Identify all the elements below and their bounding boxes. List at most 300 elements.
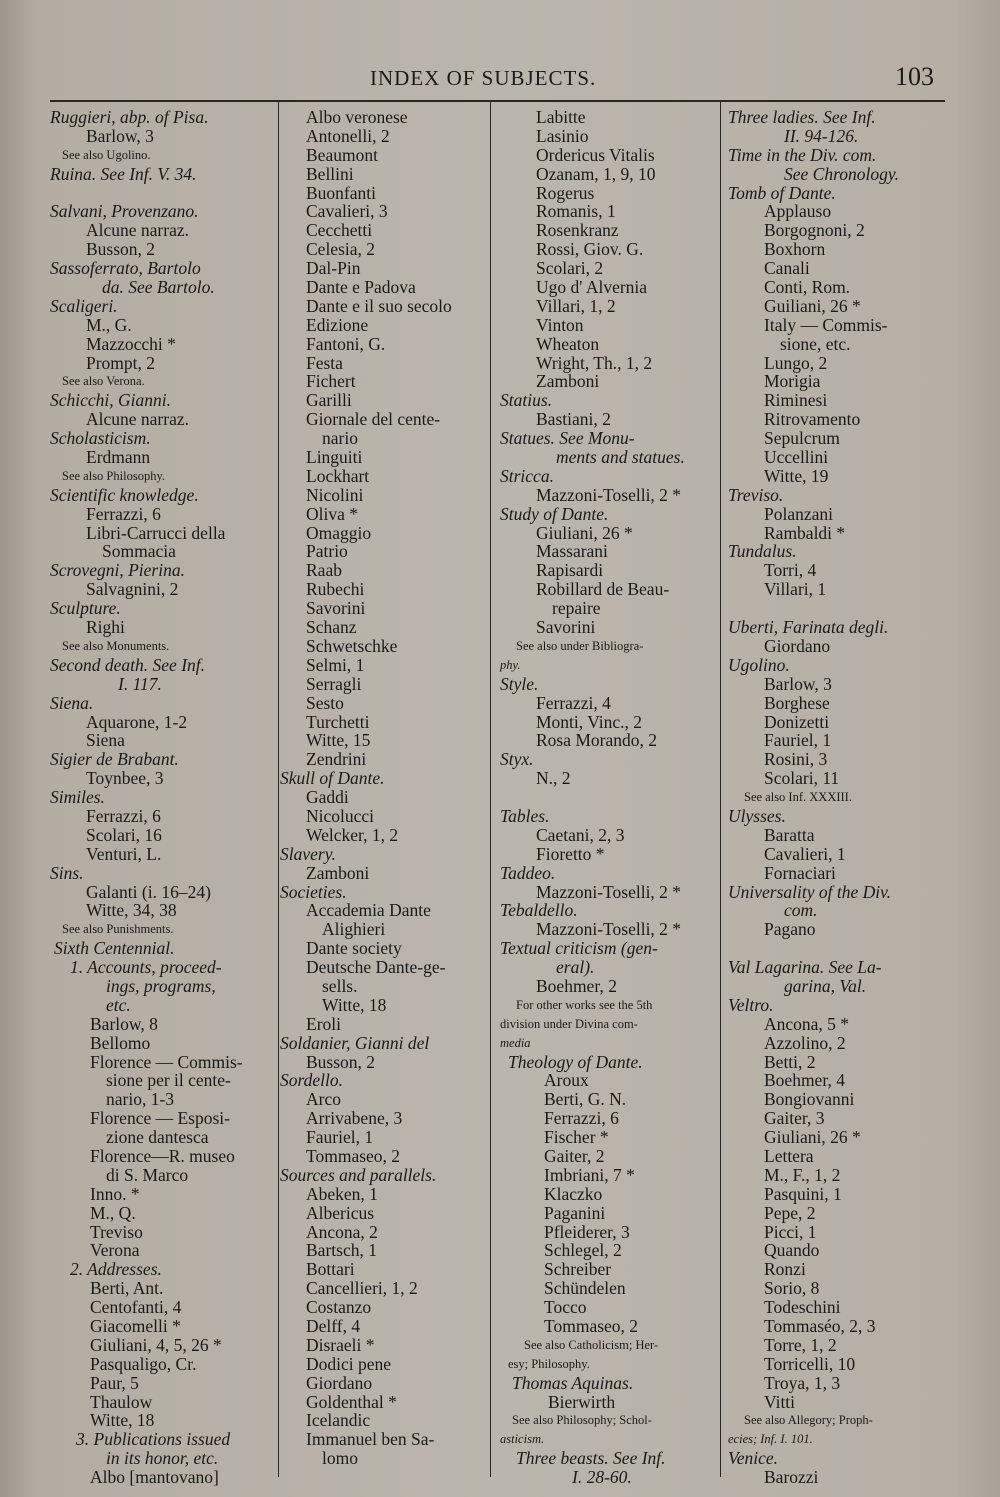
index-entry: Sigier de Brabant. [50, 749, 179, 770]
index-entry: Treviso. [728, 484, 784, 505]
index-entry: Festa [306, 352, 343, 373]
index-entry: Accademia Dante [306, 900, 431, 921]
index-entry: nario [322, 428, 358, 449]
index-entry: Vinton [536, 314, 584, 335]
index-entry: Siena [86, 730, 125, 751]
index-entry: Delff, 4 [306, 1316, 361, 1336]
index-entry: Cecchetti [306, 220, 373, 241]
index-entry: Rambaldi * [764, 522, 846, 543]
index-entry: Cavalieri, 3 [306, 201, 388, 222]
index-entry: Scholasticism. [50, 428, 151, 449]
index-entry: Tebaldello. [500, 900, 578, 921]
index-entry: Ritrovamento [764, 409, 861, 430]
index-entry: I. 28-60. [572, 1467, 632, 1488]
index-entry: Similes. [50, 787, 105, 808]
index-entry: Pagano [764, 919, 816, 940]
index-entry: Witte, 18 [322, 994, 387, 1015]
index-entry: Mazzocchi * [86, 333, 176, 354]
index-entry: Quando [764, 1240, 820, 1261]
index-entry: Giordano [764, 635, 831, 656]
index-entry: Witte, 34, 38 [86, 900, 177, 921]
index-entry: N., 2 [536, 768, 571, 789]
index-entry: Sordello. [280, 1070, 344, 1091]
index-entry: Study of Dante. [500, 503, 609, 524]
index-entry: Wheaton [536, 333, 600, 354]
index-entry: Boehmer, 2 [536, 975, 617, 996]
index-entry: nario, 1-3 [106, 1089, 175, 1110]
index-entry: Florence — Esposi- [90, 1108, 230, 1129]
index-entry: garina, Val. [784, 975, 867, 996]
index-entry: Florence — Commis- [90, 1051, 243, 1072]
index-entry: Nicolini [306, 484, 364, 505]
index-entry: Venturi, L. [86, 843, 162, 864]
index-entry: Bellomo [90, 1032, 151, 1053]
index-entry: Bottari [306, 1259, 355, 1280]
index-entry: I. 117. [118, 673, 162, 694]
index-entry: Second death. See Inf. [50, 654, 206, 675]
index-entry: Cancellieri, 1, 2 [306, 1278, 418, 1299]
index-entry: Azzolino, 2 [764, 1032, 846, 1053]
index-entry: Schreiber [544, 1259, 612, 1280]
index-entry: Societies. [280, 881, 347, 902]
index-entry: Witte, 15 [306, 730, 371, 751]
index-entry: Barlow, 3 [86, 125, 154, 146]
index-entry: Omaggio [306, 522, 372, 543]
index-entry: Thaulow [90, 1391, 153, 1412]
index-entry: Sorio, 8 [764, 1278, 820, 1299]
index-entry: Ruina. See Inf. V. 34. [50, 163, 197, 184]
index-entry: 3. Publications issued [76, 1429, 231, 1450]
index-entry: Scientific knowledge. [50, 484, 199, 505]
index-entry: Conti, Rom. [764, 277, 851, 298]
index-entry: Dante society [306, 938, 402, 959]
index-entry: Cavalieri, 1 [764, 843, 846, 864]
index-entry: Abeken, 1 [306, 1183, 378, 1204]
index-entry: Disraeli * [306, 1334, 375, 1355]
index-entry: Fantoni, G. [306, 333, 386, 354]
index-entry: Giordano [306, 1372, 373, 1393]
index-entry: Zendrini [306, 749, 367, 770]
index-entry: Slavery. [280, 843, 336, 864]
index-entry: Aquarone, 1-2 [86, 711, 188, 732]
index-entry: Rapisardi [536, 560, 604, 581]
index-entry: Uberti, Farinata degli. [728, 617, 889, 638]
index-entry: Baratta [764, 824, 815, 845]
index-entry: Dante e Padova [306, 277, 416, 298]
index-entry: Goldenthal * [306, 1391, 397, 1412]
index-entry: Giuliani, 4, 5, 26 * [90, 1334, 222, 1355]
index-entry: Scolari, 16 [86, 824, 162, 845]
index-entry: Erdmann [86, 447, 151, 468]
index-entry: See Chronology. [784, 163, 900, 184]
index-entry: Styx. [500, 749, 534, 770]
index-entry: Barlow, 3 [764, 673, 832, 694]
index-entry: Bongiovanni [764, 1089, 855, 1110]
index-entry: ecies; Inf. I. 101. [728, 1432, 813, 1447]
index-entry: sione, etc. [780, 333, 851, 354]
index-entry: Romanis, 1 [536, 201, 616, 222]
index-entry: Tommaséo, 2, 3 [764, 1316, 876, 1336]
index-entry: Bartsch, 1 [306, 1240, 377, 1261]
index-entry: M., G. [86, 314, 132, 335]
index-entry: See also Philosophy. [62, 468, 166, 483]
index-entry: Style. [500, 673, 539, 694]
index-entry: Berti, Ant. [90, 1278, 164, 1299]
index-entry: Thomas Aquinas. [512, 1372, 634, 1393]
index-entry: Pepe, 2 [764, 1202, 816, 1223]
index-entry: Rogerus [536, 182, 595, 203]
index-entry: Labitte [536, 107, 586, 127]
index-entry: Pasqualigo, Cr. [90, 1353, 197, 1374]
index-entry: Fornaciari [764, 862, 836, 883]
index-entry: esy; Philosophy. [508, 1356, 590, 1371]
index-entry: Imbriani, 7 * [544, 1164, 635, 1185]
index-entry: Paganini [544, 1202, 606, 1223]
index-entry: Boehmer, 4 [764, 1070, 845, 1091]
index-entry: Mazzoni-Toselli, 2 * [536, 919, 682, 940]
index-entry: Sesto [306, 692, 344, 713]
index-entry: See also Monuments. [62, 638, 170, 653]
index-entry: Fauriel, 1 [764, 730, 832, 751]
index-entry: Universality of the Div. [728, 881, 891, 902]
index-entry: Lasinio [536, 125, 589, 146]
index-entry: Mazzoni-Toselli, 2 * [536, 881, 682, 902]
index-entry: Statues. See Monu- [500, 428, 635, 449]
index-entry: Rosenkranz [536, 220, 619, 241]
blank-line [50, 184, 265, 203]
index-entry: Borghese [764, 692, 830, 713]
index-entry: Mazzoni-Toselli, 2 * [536, 484, 682, 505]
index-entry: Donizetti [764, 711, 830, 732]
index-entry: Villari, 1 [764, 579, 827, 600]
index-entry: Sassoferrato, Bartolo [50, 258, 201, 279]
index-entry: Lockhart [306, 465, 370, 486]
index-entry: ings, programs, [106, 975, 216, 996]
index-entry: See also Verona. [62, 374, 145, 389]
index-entry: Bierwirth [548, 1391, 616, 1412]
index-entry: Galanti (i. 16–24) [86, 881, 211, 902]
index-entry: Alighieri [322, 919, 386, 940]
index-entry: Serragli [306, 673, 362, 694]
index-entry: Ronzi [764, 1259, 806, 1280]
index-entry: Val Lagarina. See La- [728, 957, 882, 978]
index-entry: Berti, G. N. [544, 1089, 627, 1110]
index-entry: Gaiter, 3 [764, 1108, 825, 1129]
index-entry: Giacomelli * [90, 1316, 181, 1336]
index-entry: See also Allegory; Proph- [744, 1413, 873, 1428]
index-entry: Riminesi [764, 390, 828, 411]
index-entry: Garilli [306, 390, 352, 411]
index-entry: Salvani, Provenzano. [50, 201, 199, 222]
index-entry: da. See Bartolo. [102, 277, 215, 298]
blank-line [728, 939, 943, 958]
index-entry: Todeschini [764, 1297, 841, 1318]
index-entry: Ferrazzi, 6 [86, 503, 161, 524]
page-header [0, 62, 1000, 98]
index-entry: Rubechi [306, 579, 365, 600]
index-entry: media [500, 1035, 531, 1050]
index-entry: Albericus [306, 1202, 375, 1223]
index-entry: Zamboni [306, 862, 370, 883]
index-entry: Schlegel, 2 [544, 1240, 622, 1261]
index-entry: Tundalus. [728, 541, 797, 562]
index-entry: Verona [90, 1240, 140, 1261]
index-entry: Morigia [764, 371, 821, 392]
index-entry: Centofanti, 4 [90, 1297, 182, 1318]
index-entry: Arrivabene, 3 [306, 1108, 403, 1129]
index-entry: Alcune narraz. [86, 220, 189, 241]
column-divider [278, 102, 279, 1477]
index-entry: Treviso [90, 1221, 143, 1242]
index-entry: 1. Accounts, proceed- [70, 957, 222, 978]
index-entry: Alcune narraz. [86, 409, 189, 430]
index-entry: Patrio [306, 541, 348, 562]
index-entry: Ugo d' Alvernia [536, 277, 648, 298]
index-entry: Schanz [306, 617, 357, 638]
index-entry: Libri-Carrucci della [86, 522, 226, 543]
index-entry: Salvagnini, 2 [86, 579, 179, 600]
index-entry: Rosa Morando, 2 [536, 730, 658, 751]
index-entry: Ancona, 2 [306, 1221, 378, 1242]
index-entry: Tommaseo, 2 [306, 1145, 401, 1166]
index-entry: Sepulcrum [764, 428, 840, 449]
index-entry: Monti, Vinc., 2 [536, 711, 643, 732]
index-entry: Ferrazzi, 4 [536, 692, 611, 713]
index-entry: Fauriel, 1 [306, 1127, 374, 1148]
index-entry: Ferrazzi, 6 [544, 1108, 619, 1129]
index-entry: Giornale del cente- [306, 409, 441, 430]
index-entry: Fioretto * [536, 843, 605, 864]
index-entry: Icelandic [306, 1410, 371, 1431]
index-entry: Borgognoni, 2 [764, 220, 865, 241]
index-entry: Siena. [50, 692, 94, 713]
index-column-4 [728, 108, 943, 1487]
index-entry: Sources and parallels. [280, 1164, 437, 1185]
index-entry: Sommacia [102, 541, 176, 562]
index-entry: Klaczko [544, 1183, 603, 1204]
index-entry: Scolari, 2 [536, 258, 604, 279]
page-title: INDEX OF SUBJECTS. [370, 66, 597, 90]
index-entry: For other works see the 5th [516, 997, 653, 1012]
index-entry: 2. Addresses. [70, 1259, 162, 1280]
index-entry: Welcker, 1, 2 [306, 824, 399, 845]
index-entry: Savorini [536, 617, 596, 638]
index-entry: Paur, 5 [90, 1372, 139, 1393]
index-entry: Fischer * [544, 1127, 609, 1148]
index-entry: Stricca. [500, 465, 554, 486]
index-entry: Pasquini, 1 [764, 1183, 842, 1204]
index-entry: See also under Bibliogra- [516, 638, 644, 653]
index-entry: Sixth Centennial. [54, 938, 175, 959]
header-rule [50, 100, 945, 102]
index-entry: Gaddi [306, 787, 349, 808]
index-entry: Beaumont [306, 144, 378, 165]
index-entry: Tables. [500, 805, 550, 826]
index-entry: lomo [322, 1448, 358, 1469]
index-entry: Busson, 2 [86, 239, 156, 260]
index-column-1 [50, 108, 265, 1487]
index-entry: Edizione [306, 314, 369, 335]
index-entry: Buonfanti [306, 182, 376, 203]
index-entry: Torri, 4 [764, 560, 817, 581]
index-entry: Textual criticism (gen- [500, 938, 658, 959]
index-entry: phy. [500, 657, 521, 672]
index-entry: Gaiter, 2 [544, 1145, 605, 1166]
index-entry: Giuliani, 26 * [764, 1127, 861, 1148]
index-entry: Schündelen [544, 1278, 626, 1299]
index-entry: Dodici pene [306, 1353, 392, 1374]
index-entry: Robillard de Beau- [536, 579, 670, 600]
index-entry: Albo veronese [306, 107, 408, 127]
index-entry: Applauso [764, 201, 832, 222]
index-entry: Scolari, 11 [764, 768, 840, 789]
index-entry: Theology of Dante. [508, 1051, 643, 1072]
index-entry: eral). [556, 957, 595, 978]
index-entry: Picci, 1 [764, 1221, 817, 1242]
index-entry: Scrovegni, Pierina. [50, 560, 185, 581]
index-entry: asticism. [500, 1432, 545, 1447]
index-entry: Barlow, 8 [90, 1013, 158, 1034]
index-entry: Torre, 1, 2 [764, 1334, 837, 1355]
index-entry: etc. [106, 994, 131, 1015]
blank-line [500, 788, 715, 807]
index-entry: Costanzo [306, 1297, 372, 1318]
index-entry: Lettera [764, 1145, 814, 1166]
index-entry: Antonelli, 2 [306, 125, 390, 146]
index-entry: ments and statues. [556, 447, 685, 468]
index-entry: Eroli [306, 1013, 341, 1034]
blank-line [728, 599, 943, 618]
index-entry: M., F., 1, 2 [764, 1164, 841, 1185]
page-number: 103 [895, 62, 934, 91]
index-entry: Inno. * [90, 1183, 140, 1204]
index-entry: Troya, 1, 3 [764, 1372, 841, 1393]
index-entry: See also Philosophy; Schol- [512, 1413, 652, 1428]
index-entry: Zamboni [536, 371, 600, 392]
index-entry: Schicchi, Gianni. [50, 390, 172, 411]
index-entry: Sins. [50, 862, 84, 883]
index-entry: Selmi, 1 [306, 654, 365, 675]
index-entry: Massarani [536, 541, 608, 562]
column-divider [720, 102, 721, 1477]
index-entry: Savorini [306, 598, 366, 619]
index-entry: Ugolino. [728, 654, 790, 675]
index-entry: Turchetti [306, 711, 370, 732]
index-entry: Tommaseo, 2 [544, 1316, 639, 1336]
index-entry: See also Punishments. [62, 922, 174, 937]
index-entry: Ordericus Vitalis [536, 144, 655, 165]
index-entry: Dal-Pin [306, 258, 361, 279]
index-entry: Immanuel ben Sa- [306, 1429, 435, 1450]
index-entry: Bastiani, 2 [536, 409, 611, 430]
index-entry: Ulysses. [728, 805, 786, 826]
index-entry: Ferrazzi, 6 [86, 805, 161, 826]
index-entry: Sculpture. [50, 598, 121, 619]
index-entry: Betti, 2 [764, 1051, 816, 1072]
index-entry: Pfleiderer, 3 [544, 1221, 630, 1242]
index-entry: Venice. [728, 1448, 779, 1469]
index-entry: Aroux [544, 1070, 589, 1091]
index-entry: Villari, 1, 2 [536, 295, 616, 316]
index-entry: Scaligeri. [50, 295, 118, 316]
index-entry: Dante e il suo secolo [306, 295, 452, 316]
index-entry: Torricelli, 10 [764, 1353, 856, 1374]
index-entry: Ancona, 5 * [764, 1013, 850, 1034]
index-column-3 [500, 108, 715, 1487]
index-entry: Uccellini [764, 447, 829, 468]
index-entry: Italy — Commis- [764, 314, 888, 335]
index-entry: Deutsche Dante-ge- [306, 957, 446, 978]
index-entry: Raab [306, 560, 342, 581]
index-entry: Schwetschke [306, 635, 398, 656]
index-entry: Guiliani, 26 * [764, 295, 861, 316]
index-entry: Celesia, 2 [306, 239, 376, 260]
index-entry: Canali [764, 258, 810, 279]
index-entry: Skull of Dante. [280, 768, 385, 789]
index-entry: See also Catholicism; Her- [524, 1337, 659, 1352]
index-entry: Boxhorn [764, 239, 826, 260]
index-entry: Toynbee, 3 [86, 768, 164, 789]
index-entry: Giuliani, 26 * [536, 522, 633, 543]
column-divider [490, 102, 491, 1477]
index-entry: Taddeo. [500, 862, 556, 883]
index-entry: See also Inf. XXXIII. [744, 790, 852, 805]
index-entry: Linguiti [306, 447, 363, 468]
index-entry: division under Divina com- [500, 1016, 638, 1031]
index-entry: Bellini [306, 163, 354, 184]
index-entry: Wright, Th., 1, 2 [536, 352, 653, 373]
index-entry: Lungo, 2 [764, 352, 828, 373]
index-entry: Statius. [500, 390, 553, 411]
index-entry: Polanzani [764, 503, 834, 524]
index-entry: Ruggieri, abp. of Pisa. [50, 107, 209, 127]
index-entry: See also Ugolino. [62, 147, 151, 162]
index-entry: Rossi, Giov. G. [536, 239, 644, 260]
index-entry: Fichert [306, 371, 356, 392]
index-entry: Vitti [764, 1391, 796, 1412]
index-entry: Witte, 18 [90, 1410, 155, 1431]
index-entry: Arco [306, 1089, 341, 1110]
index-entry: Righi [86, 617, 125, 638]
index-entry: sells. [322, 975, 358, 996]
index-entry: Tomb of Dante. [728, 182, 836, 203]
index-entry: repaire [552, 598, 601, 619]
index-entry: Caetani, 2, 3 [536, 824, 625, 845]
index-entry: Barozzi [764, 1467, 819, 1488]
index-entry: Busson, 2 [306, 1051, 376, 1072]
index-entry: di S. Marco [106, 1164, 189, 1185]
index-entry: Rosini, 3 [764, 749, 828, 770]
index-entry: sione per il cente- [106, 1070, 231, 1091]
index-entry: Nicolucci [306, 805, 375, 826]
index-entry: Veltro. [728, 994, 774, 1015]
index-column-2 [280, 108, 485, 1468]
index-entry: Three beasts. See Inf. [516, 1448, 666, 1469]
index-entry: Time in the Div. com. [728, 144, 877, 165]
index-entry: Ozanam, 1, 9, 10 [536, 163, 656, 184]
index-entry: M., Q. [90, 1202, 136, 1223]
index-entry: in its honor, etc. [106, 1448, 219, 1469]
index-entry: II. 94-126. [784, 125, 859, 146]
index-entry: Albo [mantovano] [90, 1467, 219, 1488]
index-entry: com. [784, 900, 818, 921]
index-entry: Florence—R. museo [90, 1145, 235, 1166]
index-entry: Witte, 19 [764, 465, 829, 486]
index-entry: Soldanier, Gianni del [280, 1032, 430, 1053]
index-entry: Prompt, 2 [86, 352, 156, 373]
index-entry: Three ladies. See Inf. [728, 107, 876, 127]
index-entry: Oliva * [306, 503, 359, 524]
